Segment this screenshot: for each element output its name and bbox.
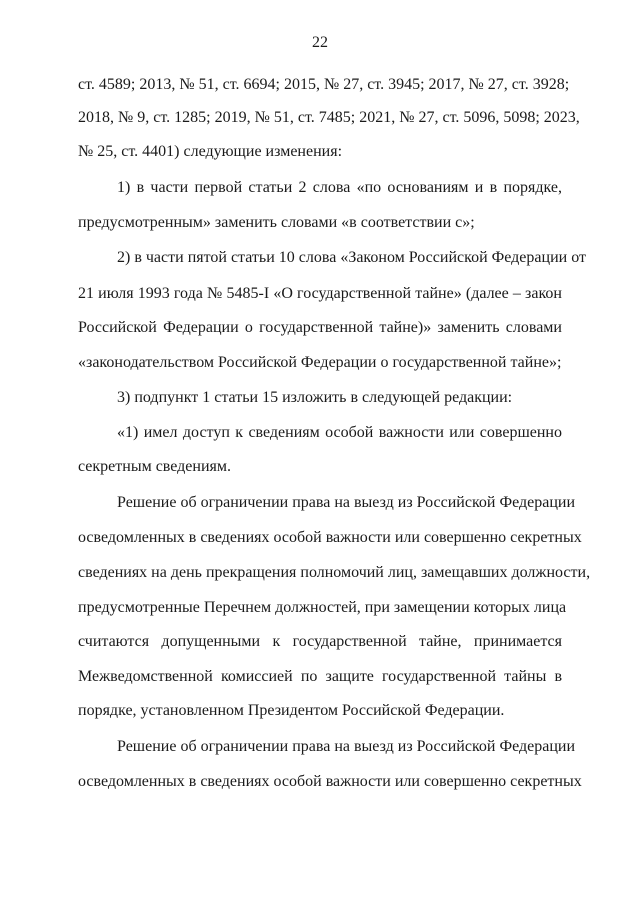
text-line: «1) имел доступ к сведениям особой важности или совершенно xyxy=(117,424,562,441)
text-line: № 25, ст. 4401) следующие изменения: xyxy=(78,143,343,160)
text-line: сведениях на день прекращения полномочий лиц, замещавших должности, xyxy=(78,564,591,581)
text-line: секретным сведениям. xyxy=(78,458,232,475)
text-line: порядке, установленном Президентом Российской Федерации. xyxy=(78,702,505,719)
text-line: предусмотренным» заменить словами «в соответствии с»; xyxy=(78,214,475,231)
text-line: Межведомственной комиссией по защите государственной тайны в xyxy=(78,668,562,685)
text-line: ст. 4589; 2013, № 51, ст. 6694; 2015, № 27, ст. 3945; 2017, № 27, ст. 3928; xyxy=(78,76,570,93)
text-line: осведомленных в сведениях особой важности или совершенно секретных xyxy=(78,773,582,790)
text-line: 1) в части первой статьи 2 слова «по основаниям и в порядке, xyxy=(117,179,562,196)
text-line: Российской Федерации о государственной тайне)» заменить словами xyxy=(78,319,562,336)
text-line: 3) подпункт 1 статьи 15 изложить в следующей редакции: xyxy=(117,389,513,406)
text-line: предусмотренные Перечнем должностей, при замещении которых лица xyxy=(78,599,567,616)
text-line: считаются допущенными к государственной тайне, принимается xyxy=(78,633,562,650)
text-line: «законодательством Российской Федерации о государственной тайне»; xyxy=(78,354,562,371)
page-number: 22 xyxy=(312,34,328,51)
text-line: 2) в части пятой статьи 10 слова «Законом Российской Федерации от xyxy=(117,249,586,266)
text-line: 2018, № 9, ст. 1285; 2019, № 51, ст. 7485; 2021, № 27, ст. 5096, 5098; 2023, xyxy=(78,109,580,126)
text-line: Решение об ограничении права на выезд из Российской Федерации xyxy=(117,738,576,755)
text-line: 21 июля 1993 года № 5485-I «О государственной тайне» (далее – закон xyxy=(78,285,562,302)
text-line: осведомленных в сведениях особой важности или совершенно секретных xyxy=(78,529,582,546)
text-line: Решение об ограничении права на выезд из Российской Федерации xyxy=(117,494,576,511)
